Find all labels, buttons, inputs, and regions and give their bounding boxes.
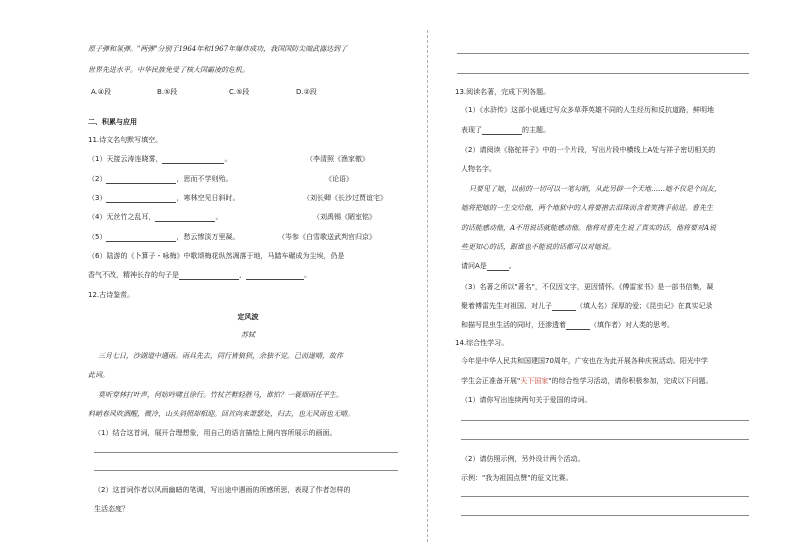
fill-item-4: （4）无丝竹之乱耳， 。	[88, 213, 223, 221]
poem-author: 苏轼	[241, 331, 255, 339]
question-14-part-1: （1）请你写出连续两句关于爱国的诗词。	[461, 396, 592, 404]
question-12-part-1: （1）结合这首词，展开合理想象，用自己的语言描绘上阕内容所展示的画面。	[94, 429, 337, 437]
question-12-part-2-line-2: 生活态度？	[94, 505, 129, 513]
question-13-part-2-answer: 请问A是 。	[461, 262, 516, 270]
question-13-part-2-line-1: （2）请阅读《骆驼祥子》中的一个片段，写出片段中横线上A处与祥子密切相关的	[461, 146, 716, 154]
continued-text-line-2: 世界先进水平。中华民族免受了核大国霸凌的危机。	[88, 66, 249, 74]
fill-item-5: （5） ，愁云惨淡万里凝。	[88, 233, 240, 241]
poem-preface-line-1: 三月七日，沙湖道中遇雨。雨具先去，同行皆狼狈，余独不觉。已而遂晴，故作	[98, 352, 343, 360]
answer-line[interactable]	[461, 515, 749, 516]
question-12-part-2-line-1: （2）这首词作者以风雨幽暗的笔调，写出途中遇雨的所感所思，表现了作者怎样的	[94, 486, 351, 494]
question-14: 14.综合性学习。	[455, 339, 509, 347]
question-14-part-2: （2）请仿照示例，另外设计两个活动。	[461, 455, 585, 463]
fill-source-1: （李清照《渔家傲》	[306, 155, 369, 163]
question-14-intro-line-2: 学生会正准备开展"天下国家"的综合性学习活动，请你积极参加，完成以下问题。	[461, 377, 713, 385]
option-a: A.④段	[91, 88, 112, 96]
question-13: 13.阅读名著，完成下列各题。	[455, 88, 551, 96]
question-14-example: 示例："我为祖国点赞"的征文比赛。	[461, 474, 573, 482]
answer-line[interactable]	[457, 73, 749, 74]
excerpt-line-2: 她将把她的一生交给他，两个地狱中的人将要揩去泪珠而含着笑携手前进。曹先生	[461, 204, 713, 212]
fill-source-3: （刘长卿《长沙过贾谊宅》	[303, 194, 387, 202]
section-heading: 二、积累与应用	[88, 118, 137, 126]
question-14-intro-line-1: 今年是中华人民共和国建国70周年，广安也在为此开展各种庆祝活动。阳光中学	[461, 357, 708, 365]
answer-line[interactable]	[94, 470, 398, 471]
fill-source-2: 《论语》	[325, 175, 353, 183]
column-divider	[427, 30, 428, 542]
option-d: D.②段	[296, 88, 317, 96]
right-column	[455, 0, 755, 560]
fill-item-6-line-2: 香气不改，精神长存的句子是 ， 。	[88, 271, 311, 279]
question-11: 11.诗文名句默写填空。	[88, 136, 163, 144]
excerpt-line-3: 的话能感动他，A不用说话就能感动他。他将对曹先生说了真实的话，他将要对A说	[461, 224, 717, 232]
excerpt-line-1: 只要见了她，以前的一切可以一笔勾销，从此另辟一个天地……她不仅是个闺友，	[469, 185, 721, 193]
fill-item-6-line-1: （6）陆游的《卜算子・咏梅》中歌颂梅花纵然凋落于地，马踏车碾成为尘埃，仍是	[88, 252, 345, 260]
question-13-part-3-line-2: 聚着傅雷先生对祖国、对儿子 （填人名）深厚的爱；《昆虫记》在真实记录	[461, 302, 713, 310]
poem-verse-line-2: 料峭春风吹酒醒，微冷，山头斜照却相迎。回首向来萧瑟处，归去，也无风雨也无晴。	[88, 410, 354, 418]
poem-verse-line-1: 莫听穿林打叶声，何妨吟啸且徐行。竹杖芒鞋轻胜马，谁怕？一蓑烟雨任平生。	[98, 391, 343, 399]
fill-item-2: （2） ，思而不学则殆。	[88, 175, 233, 183]
question-13-part-2-line-2: 人物名字。	[461, 165, 496, 173]
question-13-part-3-line-3: 和描写昆虫生活的同时，还渗透着 （填作者）对人类的思考。	[461, 321, 674, 329]
question-13-part-1-line-2: 表现了 的主题。	[461, 126, 550, 134]
excerpt-line-4: 些更知心的话，跟谁也不能说的话都可以对她说。	[461, 243, 615, 251]
answer-line[interactable]	[94, 452, 398, 453]
answer-line[interactable]	[457, 53, 749, 54]
fill-source-4: （刘禹锡《陋室铭》	[313, 213, 376, 221]
answer-line[interactable]	[461, 420, 749, 421]
question-13-part-3-line-1: （3）名著之所以"著名"，不仅因文字，更因情怀。《傅雷家书》是一部书信集，凝	[461, 283, 714, 291]
question-13-part-1-line-1: （1）《水浒传》这部小说通过写众多草莽英雄不同的人生经历和反抗道路，鲜明地	[461, 106, 714, 114]
poem-title: 定风波	[237, 313, 259, 321]
fill-source-5: （岑参《白雪歌送武判官归京》	[278, 233, 376, 241]
fill-item-3: （3） ，寒林空见日斜时。	[88, 194, 240, 202]
poem-preface-line-2: 此词。	[88, 371, 109, 379]
question-12: 12.古诗鉴赏。	[88, 291, 135, 299]
continued-text-line-1: 原子弹和氢弹。"两弹"分别于1964年和1967年爆炸成功，我国国防尖端武器达到了	[88, 45, 348, 53]
option-c: C.⑤段	[229, 88, 250, 96]
fill-item-1: （1）天接云涛连晓雾， 。	[88, 155, 232, 163]
answer-line[interactable]	[461, 496, 749, 497]
left-column	[88, 0, 408, 560]
answer-line[interactable]	[461, 439, 749, 440]
option-b: B.⑤段	[157, 88, 178, 96]
